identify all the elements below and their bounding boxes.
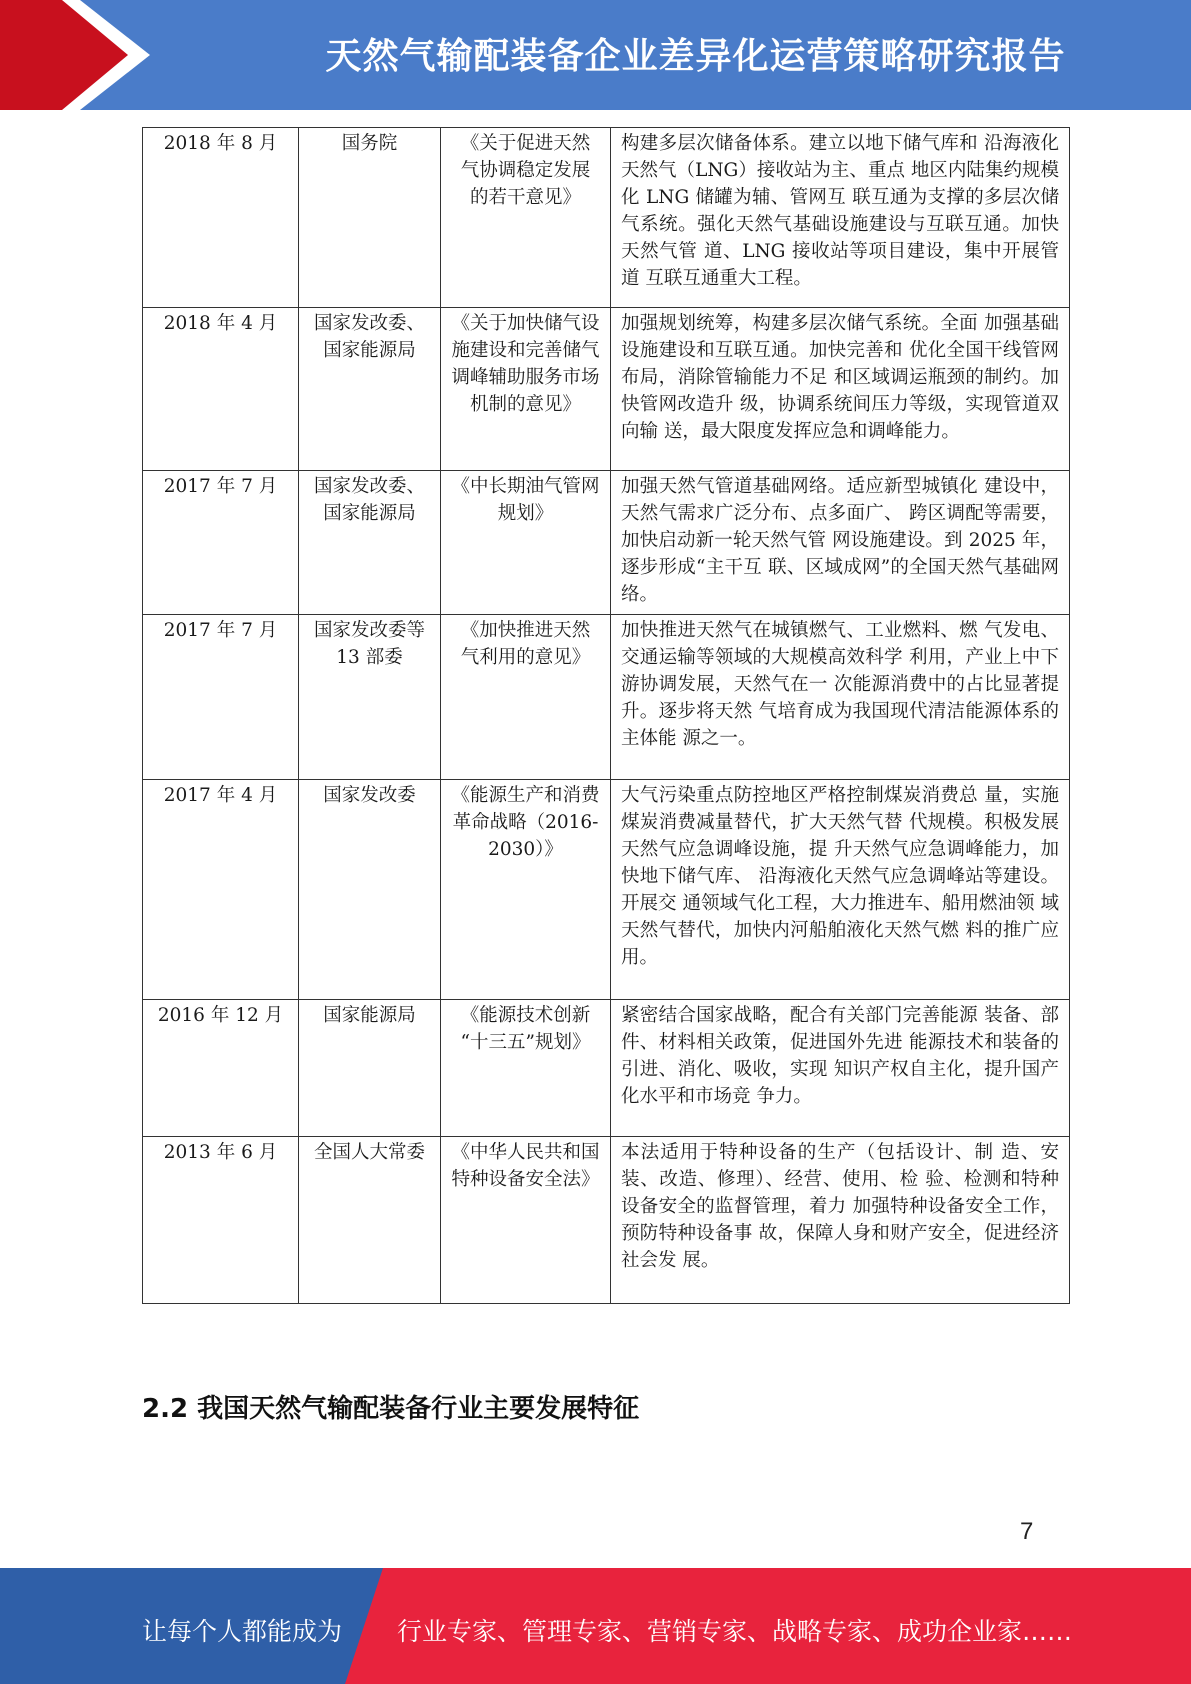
content-cell: 本法适用于特种设备的生产（包括设计、制 造、安装、改造、修理）、经营、使用、检 验、检测和特种设备安全的监督管理，着力 加强特种设备安全工作，预防特种设备事 故，保障人身和财产安全，促进经济社会发 展。 [611, 1137, 1070, 1304]
content-cell: 加快推进天然气在城镇燃气、工业燃料、燃 气发电、交通运输等领域的大规模高效科学 利用，产业上中下游协调发展，天然气在一 次能源消费中的占比显著提升。逐步将天然 气培育成为我国现代清洁能源体系的主体能 源之一。 [611, 615, 1070, 780]
document-cell: 《关于加快储气设施建设和完善储气调峰辅助服务市场机制的意见》 [441, 308, 611, 471]
table-row [143, 128, 1070, 308]
issuer-cell: 国家发改委等 13 部委 [299, 615, 441, 780]
issuer-cell: 国家能源局 [299, 1000, 441, 1137]
content-cell: 加强天然气管道基础网络。适应新型城镇化 建设中，天然气需求广泛分布、点多面广、 跨区调配等需要，加快启动新一轮天然气管 网设施建设。到 2025 年，逐步形成“主干互 联、区域成网”的全国天然气基础网络。 [611, 471, 1070, 615]
issuer-cell: 国家发改委 [299, 780, 441, 1000]
date-cell: 2013 年 6 月 [143, 1137, 299, 1304]
page-footer [0, 1568, 1191, 1684]
date-cell: 2017 年 7 月 [143, 471, 299, 615]
date-cell: 2018 年 4 月 [143, 308, 299, 471]
header-arrow-decoration [0, 0, 150, 110]
document-cell: 《加快推进天然 气利用的意见》 [441, 615, 611, 780]
document-cell: 《中华人民共和国特种设备安全法》 [441, 1137, 611, 1304]
table-row [143, 615, 1070, 780]
footer-slogan-right: 行业专家、管理专家、营销专家、战略专家、成功企业家…… [397, 1617, 1073, 1646]
footer-slogan-left: 让每个人都能成为 [142, 1617, 343, 1646]
document-cell: 《中长期油气管网规划》 [441, 471, 611, 615]
document-cell: 《能源技术创新 “十三五”规划》 [441, 1000, 611, 1137]
policy-table [142, 127, 1070, 1304]
content-cell: 大气污染重点防控地区严格控制煤炭消费总 量，实施煤炭消费减量替代，扩大天然气替 代规模。积极发展天然气应急调峰设施，提 升天然气应急调峰能力，加快地下储气库、 沿海液化天然气应急调峰站等建设。开展交 通领域气化工程，大力推进车、船用燃油领 域天然气替代，加快内河船舶液化天然气燃 料的推广应用。 [611, 780, 1070, 1000]
content-cell: 紧密结合国家战略，配合有关部门完善能源 装备、部件、材料相关政策，促进国外先进 能源技术和装备的引进、消化、吸收，实现 知识产权自主化，提升国产化水平和市场竞 争力。 [611, 1000, 1070, 1137]
content-cell: 构建多层次储备体系。建立以地下储气库和 沿海液化天然气（LNG）接收站为主、重点 地区内陆集约规模化 LNG 储罐为辅、管网互 联互通为支撑的多层次储气系统。强化天然气基础设施建设与互联互通。加快天然气管 道、LNG 接收站等项目建设，集中开展管道 互联互通重大工程。 [611, 128, 1070, 308]
report-title: 天然气输配装备企业差异化运营策略研究报告 [325, 36, 1066, 77]
section-heading: 2.2 我国天然气输配装备行业主要发展特征 [142, 1394, 640, 1424]
table-row [143, 471, 1070, 615]
date-cell: 2017 年 7 月 [143, 615, 299, 780]
table-row [143, 1137, 1070, 1304]
issuer-cell: 国家发改委、国家能源局 [299, 308, 441, 471]
document-cell: 《关于促进天然 气协调稳定发展 的若干意见》 [441, 128, 611, 308]
date-cell: 2016 年 12 月 [143, 1000, 299, 1137]
document-cell: 《能源生产和消费革命战略（2016-2030）》 [441, 780, 611, 1000]
table-row [143, 780, 1070, 1000]
issuer-cell: 全国人大常委 [299, 1137, 441, 1304]
issuer-cell: 国家发改委、国家能源局 [299, 471, 441, 615]
table-row [143, 1000, 1070, 1137]
content-cell: 加强规划统筹，构建多层次储气系统。全面 加强基础设施建设和互联互通。加快完善和 优化全国干线管网布局，消除管输能力不足 和区域调运瓶颈的制约。加快管网改造升 级，协调系统间压力等级，实现管道双向输 送，最大限度发挥应急和调峰能力。 [611, 308, 1070, 471]
date-cell: 2017 年 4 月 [143, 780, 299, 1000]
issuer-cell: 国务院 [299, 128, 441, 308]
date-cell: 2018 年 8 月 [143, 128, 299, 308]
page-header [0, 0, 1191, 110]
page-number: 7 [1020, 1518, 1034, 1545]
table-row [143, 308, 1070, 471]
